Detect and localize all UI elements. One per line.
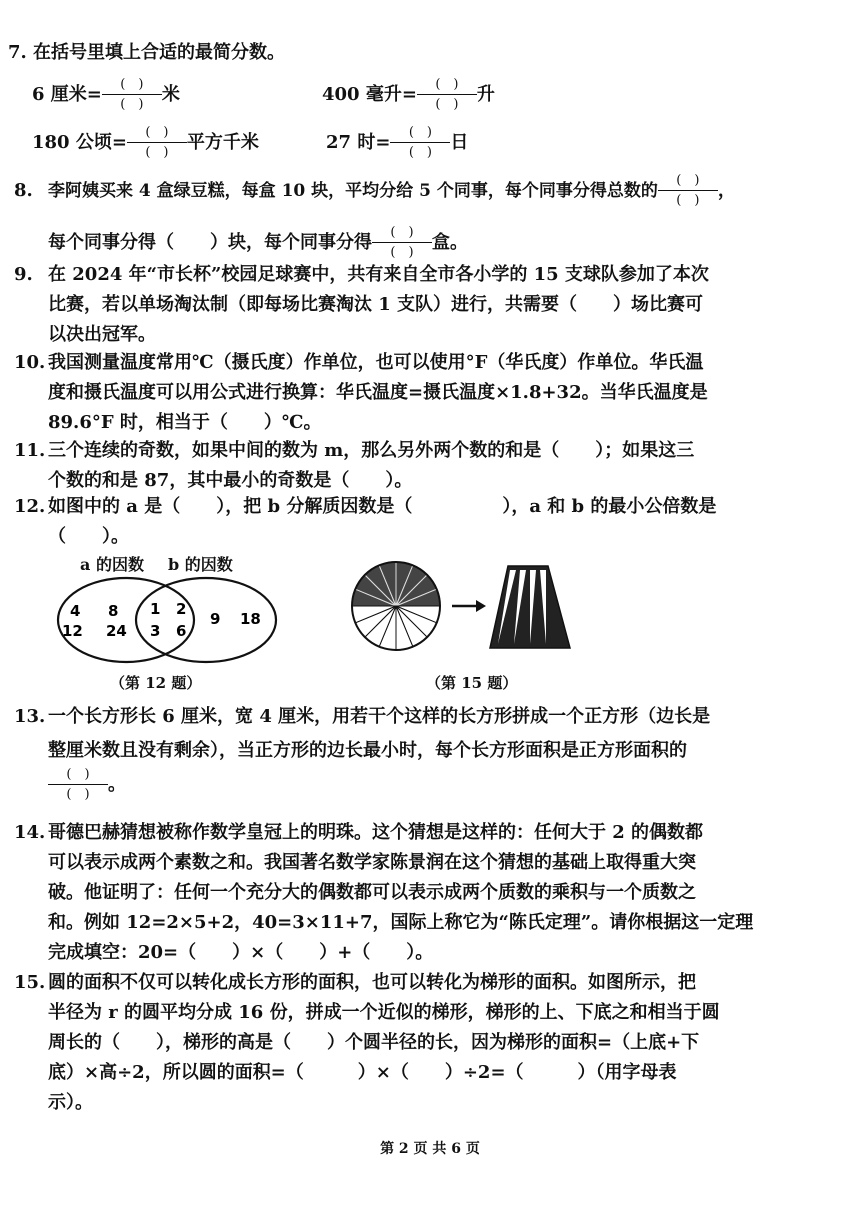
fraction-blank[interactable]: $\frac{( )}{( )}$ bbox=[390, 126, 450, 160]
q10-line2: 度和摄氏温度可以用公式进行换算：华氏温度=摄氏温度×1.8+32。当华氏温度是 bbox=[48, 382, 708, 403]
q15-line5: 示）。 bbox=[48, 1092, 93, 1113]
q8-line2 bbox=[48, 226, 468, 260]
fraction-blank[interactable]: $\frac{( )}{( )}$ bbox=[127, 126, 187, 160]
venn-number: 24 bbox=[106, 622, 127, 640]
q8-text: 李阿姨买来 4 盒绿豆糕，每盒 10 块，平均分给 5 个同事，每个同事分得总数的 bbox=[48, 181, 658, 201]
q12-caption: （第 12 题） bbox=[110, 674, 202, 692]
q7-item-a bbox=[32, 78, 180, 112]
question-number: 12. bbox=[14, 496, 46, 517]
q11-line2: 个数的和是 87，其中最小的奇数是（ ）。 bbox=[48, 470, 413, 491]
q8-line1 bbox=[14, 174, 736, 208]
q8-text2: 每个同事分得（ ）块，每个同事分得 bbox=[48, 232, 372, 253]
fraction-blank[interactable]: $\frac{( )}{( )}$ bbox=[372, 226, 432, 260]
venn-diagram bbox=[56, 576, 282, 666]
venn-circle-a bbox=[58, 578, 194, 662]
question-number: 9. bbox=[14, 264, 33, 285]
divided-circle bbox=[352, 562, 440, 650]
q15-caption: （第 15 题） bbox=[426, 674, 518, 692]
q12-line2: （ ）。 bbox=[48, 526, 129, 547]
q10-line1 bbox=[14, 352, 703, 374]
q7-item-d bbox=[326, 126, 468, 160]
fraction-blank[interactable]: $\frac{( )}{( )}$ bbox=[417, 78, 477, 112]
fraction-blank[interactable]: $\frac{( )}{( )}$ bbox=[658, 174, 718, 208]
q12-text1: 如图中的 a 是（ ），把 b 分解质因数是（ ），a 和 b 的最小公倍数是 bbox=[48, 496, 717, 517]
q13-period: 。 bbox=[108, 774, 126, 795]
q14-line2: 可以表示成两个素数之和。我国著名数学家陈景润在这个猜想的基础上取得重大突 bbox=[48, 852, 696, 873]
q12-line1 bbox=[14, 496, 716, 518]
q7-a-left: 6 厘米= bbox=[32, 84, 102, 105]
venn-number: 4 bbox=[70, 602, 81, 620]
q14-line5: 完成填空：20=（ ）×（ ）+（ ）。 bbox=[48, 942, 434, 963]
q15-line4: 底）×高÷2，所以圆的面积=（ ）×（ ）÷2=（ ）（用字母表 bbox=[48, 1062, 677, 1083]
q14-text1: 哥德巴赫猜想被称作数学皇冠上的明珠。这个猜想是这样的：任何大于 2 的偶数都 bbox=[48, 822, 704, 843]
q9-line2: 比赛，若以单场淘汰制（即每场比赛淘汰 1 支队）进行，共需要（ ）场比赛可 bbox=[48, 294, 704, 315]
q13-text1: 一个长方形长 6 厘米，宽 4 厘米，用若干个这样的长方形拼成一个正方形（边长是 bbox=[48, 706, 711, 727]
q15-line3: 周长的（ ），梯形的高是（ ）个圆半径的长，因为梯形的面积=（上底+下 bbox=[48, 1032, 700, 1053]
q7-b-unit: 升 bbox=[476, 84, 495, 105]
venn-number: 2 bbox=[176, 600, 187, 618]
q7-a-unit: 米 bbox=[161, 84, 180, 105]
venn-number: 9 bbox=[210, 610, 221, 628]
venn-number: 8 bbox=[108, 602, 119, 620]
q10-text1: 我国测量温度常用℃（摄氏度）作单位，也可以使用°F（华氏度）作单位。华氏温 bbox=[48, 352, 704, 373]
q9-line1 bbox=[14, 264, 709, 286]
q7-d-left: 27 时= bbox=[326, 132, 391, 153]
fraction-blank[interactable]: $\frac{( )}{( )}$ bbox=[102, 78, 162, 112]
q13-line3 bbox=[48, 768, 126, 802]
q8-comma: ， bbox=[717, 180, 736, 201]
q11-text1: 三个连续的奇数，如果中间的数为 m，那么另外两个数的和是（ ）；如果这三 bbox=[48, 440, 695, 461]
q7-title: 7. 在括号里填上合适的最简分数。 bbox=[8, 42, 286, 63]
question-number: 11. bbox=[14, 440, 46, 461]
q7-item-b bbox=[322, 78, 495, 112]
q14-line1 bbox=[14, 822, 703, 844]
q13-line1 bbox=[14, 706, 710, 728]
q8-unit: 盒。 bbox=[432, 232, 468, 253]
q7-d-unit: 日 bbox=[450, 132, 469, 153]
arrow-icon bbox=[452, 600, 486, 612]
q7-item-c bbox=[32, 126, 259, 160]
q9-text1: 在 2024 年“市长杯”校园足球赛中，共有来自全市各小学的 15 支球队参加了本次 bbox=[48, 264, 709, 285]
venn-number: 3 bbox=[150, 622, 161, 640]
q15-text1: 圆的面积不仅可以转化成长方形的面积，也可以转化为梯形的面积。如图所示，把 bbox=[48, 972, 696, 993]
q11-line1 bbox=[14, 440, 694, 462]
q7-b-left: 400 毫升= bbox=[322, 84, 417, 105]
question-number: 14. bbox=[14, 822, 46, 843]
q9-line3: 以决出冠军。 bbox=[48, 324, 156, 345]
q7-c-unit: 平方千米 bbox=[186, 132, 259, 153]
q7-c-left: 180 公顷= bbox=[32, 132, 127, 153]
venn-number: 6 bbox=[176, 622, 187, 640]
question-number: 10. bbox=[14, 352, 46, 373]
question-number: 13. bbox=[14, 706, 46, 727]
q13-line2: 整厘米数且没有剩余），当正方形的边长最小时，每个长方形面积是正方形面积的 bbox=[48, 740, 687, 761]
venn-number: 1 bbox=[150, 600, 161, 618]
q14-line3: 破。他证明了：任何一个充分大的偶数都可以表示成两个质数的乘积与一个质数之 bbox=[48, 882, 696, 903]
circle-to-trapezoid-figure bbox=[348, 560, 588, 660]
venn-label-b: b 的因数 bbox=[168, 555, 233, 574]
question-number: 8. bbox=[14, 180, 33, 201]
q15-line2: 半径为 r 的圆平均分成 16 份，拼成一个近似的梯形，梯形的上、下底之和相当于圆 bbox=[48, 1002, 720, 1023]
venn-label-a: a 的因数 bbox=[80, 555, 144, 574]
q10-line3: 89.6°F 时，相当于（ ）℃。 bbox=[48, 412, 322, 433]
fraction-blank[interactable]: $\frac{( )}{( )}$ bbox=[48, 768, 108, 802]
question-number: 15. bbox=[14, 972, 46, 993]
q15-line1 bbox=[14, 972, 696, 994]
trapezoid-shape bbox=[490, 566, 570, 648]
venn-number: 12 bbox=[62, 622, 83, 640]
page-footer: 第 2 页 共 6 页 bbox=[380, 1141, 480, 1157]
venn-number: 18 bbox=[240, 610, 261, 628]
q14-line4: 和。例如 12=2×5+2，40=3×11+7，国际上称它为“陈氏定理”。请你根据这一定理 bbox=[48, 912, 754, 933]
